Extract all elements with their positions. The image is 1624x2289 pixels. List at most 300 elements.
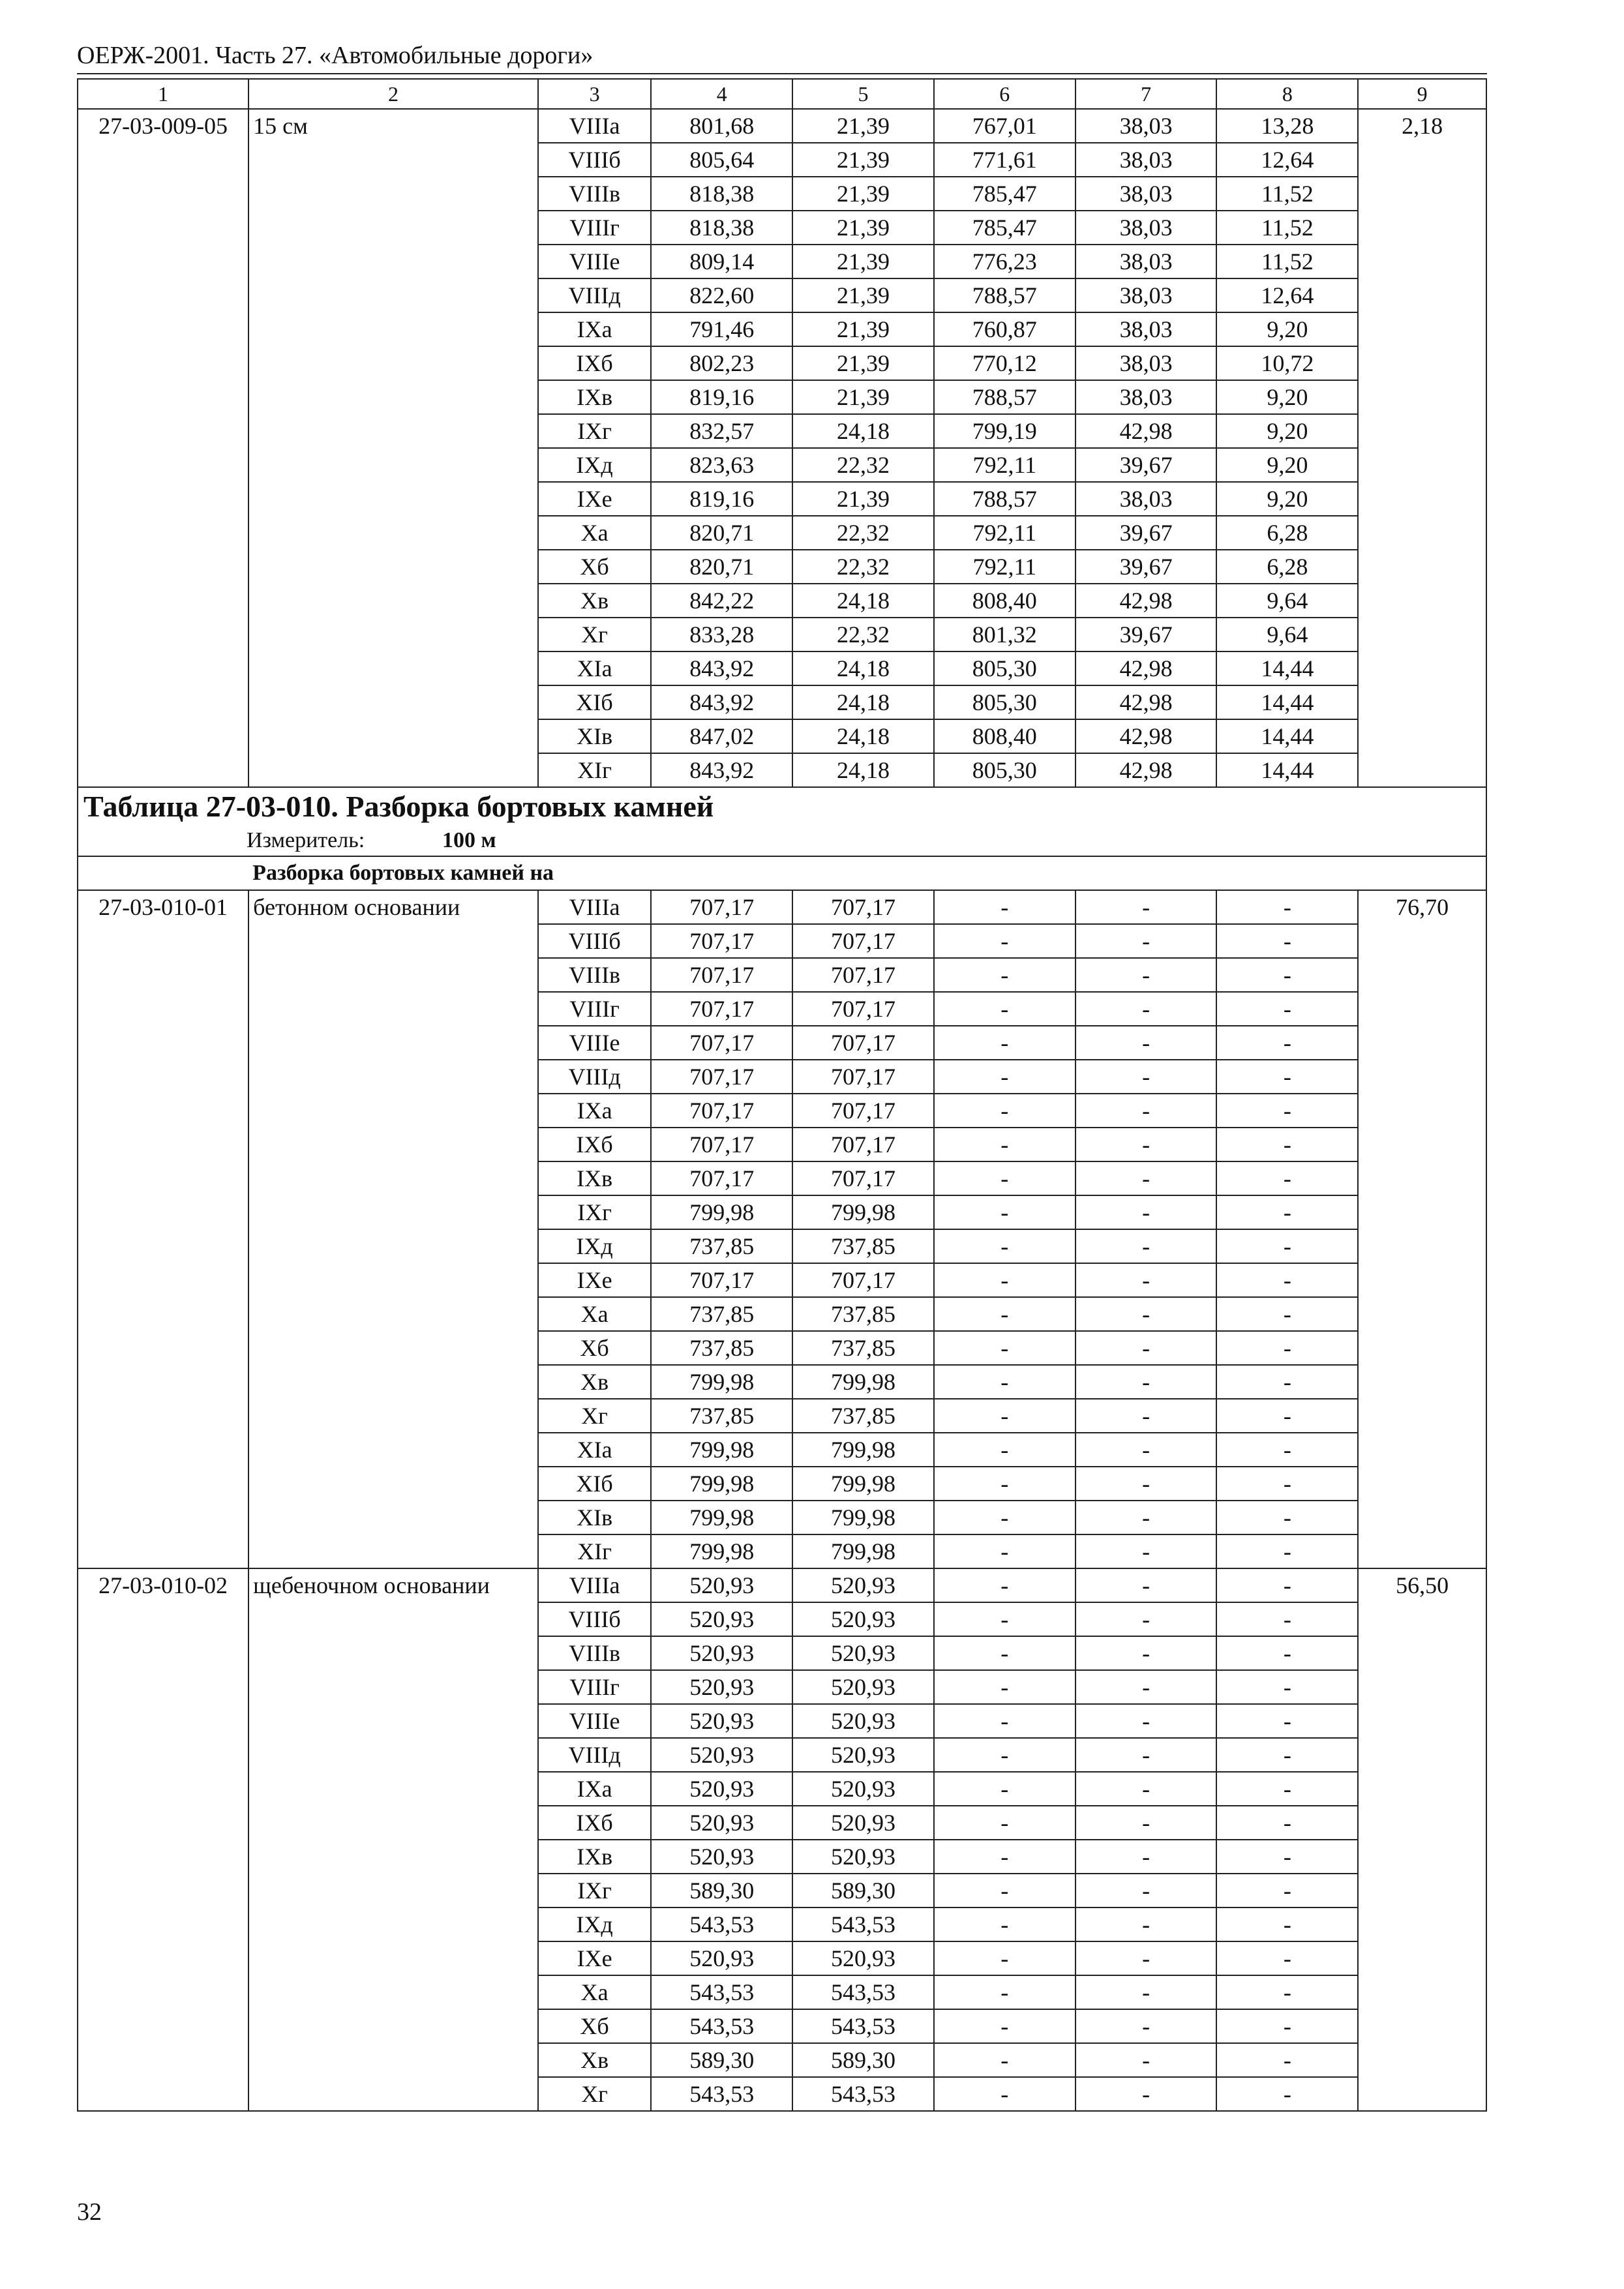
page-header: ОЕРЖ-2001. Часть 27. «Автомобильные дороги»	[77, 42, 594, 69]
value-cell: 520,93	[792, 1738, 934, 1772]
value-cell: -	[934, 958, 1075, 992]
value-cell: 707,17	[651, 1060, 792, 1094]
value-cell: 799,98	[651, 1501, 792, 1534]
column-header: 9	[1358, 79, 1486, 109]
value-cell: -	[934, 1467, 1075, 1501]
value-cell: 520,93	[792, 1636, 934, 1670]
region-cell: Xа	[538, 1297, 651, 1331]
value-cell: 707,17	[651, 890, 792, 924]
value-cell: 38,03	[1075, 109, 1217, 143]
value-cell: 843,92	[651, 651, 792, 685]
value-cell: 788,57	[934, 380, 1075, 414]
value-cell: 520,93	[792, 1704, 934, 1738]
region-cell: VIIIг	[538, 1670, 651, 1704]
region-cell: Xв	[538, 584, 651, 618]
value-cell: 737,85	[651, 1331, 792, 1365]
value-cell: -	[934, 1060, 1075, 1094]
region-cell: VIIIв	[538, 958, 651, 992]
value-cell: -	[1216, 1094, 1358, 1128]
value-cell: -	[934, 1534, 1075, 1568]
value-cell: 21,39	[792, 211, 934, 245]
value-cell: -	[1216, 1229, 1358, 1263]
value-cell: -	[1216, 2009, 1358, 2043]
value-cell: 707,17	[792, 1161, 934, 1195]
value-cell: 42,98	[1075, 414, 1217, 448]
region-cell: Xг	[538, 2077, 651, 2111]
col9-value: 2,18	[1358, 109, 1486, 787]
value-cell: 799,98	[651, 1365, 792, 1399]
column-header: 5	[792, 79, 934, 109]
value-cell: -	[934, 924, 1075, 958]
value-cell: 22,32	[792, 550, 934, 584]
value-cell: -	[1075, 1840, 1217, 1874]
value-cell: 520,93	[792, 1772, 934, 1806]
value-cell: 843,92	[651, 685, 792, 719]
value-cell: 799,98	[792, 1365, 934, 1399]
value-cell: -	[1216, 1602, 1358, 1636]
value-cell: -	[934, 1501, 1075, 1534]
value-cell: 21,39	[792, 380, 934, 414]
region-cell: VIIIг	[538, 992, 651, 1026]
value-cell: 543,53	[651, 2009, 792, 2043]
region-cell: VIIIа	[538, 109, 651, 143]
value-cell: -	[934, 1433, 1075, 1467]
value-cell: 520,93	[651, 1704, 792, 1738]
value-cell: 707,17	[651, 992, 792, 1026]
value-cell: 589,30	[792, 2043, 934, 2077]
rates-table-body	[78, 79, 1486, 2111]
value-cell: 24,18	[792, 414, 934, 448]
subheading-spacer	[78, 856, 248, 890]
value-cell: 22,32	[792, 448, 934, 482]
value-cell: 819,16	[651, 482, 792, 516]
value-cell: -	[1075, 1704, 1217, 1738]
value-cell: -	[1216, 1772, 1358, 1806]
value-cell: -	[934, 1331, 1075, 1365]
value-cell: 520,93	[651, 1941, 792, 1975]
value-cell: 737,85	[792, 1399, 934, 1433]
value-cell: -	[934, 1941, 1075, 1975]
value-cell: -	[1075, 1501, 1217, 1534]
value-cell: 770,12	[934, 346, 1075, 380]
value-cell: 707,17	[651, 1026, 792, 1060]
region-cell: Xб	[538, 2009, 651, 2043]
value-cell: -	[1216, 992, 1358, 1026]
value-cell: 788,57	[934, 278, 1075, 312]
table-row	[78, 109, 1486, 143]
page-number: 32	[77, 2198, 102, 2226]
table-title: Таблица 27-03-010. Разборка бортовых камней	[83, 790, 714, 823]
value-cell: -	[934, 992, 1075, 1026]
value-cell: -	[1075, 1636, 1217, 1670]
value-cell: 805,30	[934, 753, 1075, 787]
value-cell: 589,30	[651, 2043, 792, 2077]
value-cell: 11,52	[1216, 211, 1358, 245]
value-cell: -	[1075, 1229, 1217, 1263]
value-cell: 21,39	[792, 346, 934, 380]
value-cell: 24,18	[792, 753, 934, 787]
value-cell: -	[934, 1636, 1075, 1670]
value-cell: 543,53	[792, 1908, 934, 1941]
subheading-row	[78, 856, 1486, 890]
region-cell: VIIIб	[538, 1602, 651, 1636]
value-cell: -	[1075, 1874, 1217, 1908]
value-cell: 39,67	[1075, 618, 1217, 651]
region-cell: IXа	[538, 1094, 651, 1128]
value-cell: 809,14	[651, 245, 792, 278]
rate-code: 27-03-010-02	[78, 1568, 248, 2111]
subheading: Разборка бортовых камней на	[248, 856, 1486, 890]
value-cell: 38,03	[1075, 143, 1217, 177]
value-cell: 520,93	[792, 1568, 934, 1602]
value-cell: 832,57	[651, 414, 792, 448]
value-cell: -	[1075, 1568, 1217, 1602]
value-cell: 589,30	[651, 1874, 792, 1908]
col9-value: 56,50	[1358, 1568, 1486, 2111]
value-cell: 9,64	[1216, 618, 1358, 651]
header-rule	[77, 73, 1487, 74]
value-cell: -	[1216, 1568, 1358, 1602]
value-cell: 11,52	[1216, 177, 1358, 211]
value-cell: -	[1075, 1195, 1217, 1229]
value-cell: 21,39	[792, 109, 934, 143]
value-cell: 808,40	[934, 584, 1075, 618]
value-cell: -	[934, 890, 1075, 924]
value-cell: 799,98	[792, 1467, 934, 1501]
value-cell: 843,92	[651, 753, 792, 787]
value-cell: 42,98	[1075, 584, 1217, 618]
col9-value: 76,70	[1358, 890, 1486, 1568]
value-cell: 38,03	[1075, 177, 1217, 211]
value-cell: 707,17	[792, 958, 934, 992]
value-cell: -	[1216, 2077, 1358, 2111]
value-cell: -	[1075, 924, 1217, 958]
region-cell: VIIIд	[538, 1738, 651, 1772]
value-cell: -	[1216, 1704, 1358, 1738]
value-cell: 785,47	[934, 177, 1075, 211]
value-cell: 9,20	[1216, 414, 1358, 448]
table-title-row	[78, 787, 1486, 856]
table-row	[78, 1568, 1486, 1602]
value-cell: 22,32	[792, 516, 934, 550]
value-cell: 22,32	[792, 618, 934, 651]
value-cell: -	[1075, 1161, 1217, 1195]
column-header: 6	[934, 79, 1075, 109]
value-cell: -	[1075, 1467, 1217, 1501]
region-cell: IXг	[538, 1874, 651, 1908]
value-cell: 42,98	[1075, 651, 1217, 685]
value-cell: 520,93	[792, 1840, 934, 1874]
value-cell: 737,85	[792, 1331, 934, 1365]
value-cell: 771,61	[934, 143, 1075, 177]
value-cell: 808,40	[934, 719, 1075, 753]
value-cell: -	[1216, 1297, 1358, 1331]
value-cell: 767,01	[934, 109, 1075, 143]
value-cell: 799,98	[792, 1534, 934, 1568]
region-cell: IXе	[538, 1263, 651, 1297]
value-cell: 801,68	[651, 109, 792, 143]
value-cell: -	[1075, 1094, 1217, 1128]
column-header: 1	[78, 79, 248, 109]
work-name: бетонном основании	[248, 890, 538, 1568]
region-cell: IXд	[538, 448, 651, 482]
meter-line	[83, 826, 1481, 856]
value-cell: 21,39	[792, 245, 934, 278]
value-cell: -	[934, 1704, 1075, 1738]
value-cell: 737,85	[651, 1399, 792, 1433]
region-cell: VIIIе	[538, 1704, 651, 1738]
meter-value: 100 м	[442, 828, 496, 852]
value-cell: -	[934, 2043, 1075, 2077]
value-cell: -	[1216, 1467, 1358, 1501]
value-cell: 543,53	[792, 2009, 934, 2043]
value-cell: 707,17	[651, 924, 792, 958]
value-cell: 707,17	[651, 1263, 792, 1297]
value-cell: 9,20	[1216, 482, 1358, 516]
value-cell: 21,39	[792, 482, 934, 516]
work-name: щебеночном основании	[248, 1568, 538, 2111]
value-cell: 707,17	[792, 992, 934, 1026]
value-cell: 14,44	[1216, 685, 1358, 719]
value-cell: -	[1075, 1365, 1217, 1399]
value-cell: -	[1075, 1297, 1217, 1331]
value-cell: 737,85	[792, 1229, 934, 1263]
region-cell: VIIIб	[538, 143, 651, 177]
value-cell: 802,23	[651, 346, 792, 380]
column-header-row	[78, 79, 1486, 109]
value-cell: -	[934, 1195, 1075, 1229]
value-cell: -	[1075, 1128, 1217, 1161]
region-cell: VIIIа	[538, 890, 651, 924]
value-cell: -	[1075, 1331, 1217, 1365]
value-cell: 833,28	[651, 618, 792, 651]
region-cell: Xб	[538, 550, 651, 584]
value-cell: 13,28	[1216, 109, 1358, 143]
value-cell: 42,98	[1075, 753, 1217, 787]
value-cell: 543,53	[651, 2077, 792, 2111]
region-cell: XIа	[538, 1433, 651, 1467]
value-cell: 737,85	[651, 1229, 792, 1263]
value-cell: -	[934, 1365, 1075, 1399]
value-cell: 39,67	[1075, 550, 1217, 584]
region-cell: VIIIа	[538, 1568, 651, 1602]
value-cell: 820,71	[651, 516, 792, 550]
value-cell: 520,93	[651, 1840, 792, 1874]
value-cell: -	[934, 1806, 1075, 1840]
value-cell: -	[934, 2009, 1075, 2043]
work-name: 15 см	[248, 109, 538, 787]
value-cell: 24,18	[792, 719, 934, 753]
column-header: 8	[1216, 79, 1358, 109]
value-cell: 24,18	[792, 584, 934, 618]
value-cell: 799,98	[651, 1534, 792, 1568]
value-cell: 38,03	[1075, 211, 1217, 245]
value-cell: -	[1216, 1908, 1358, 1941]
value-cell: 776,23	[934, 245, 1075, 278]
value-cell: 21,39	[792, 143, 934, 177]
column-header: 2	[248, 79, 538, 109]
value-cell: 38,03	[1075, 482, 1217, 516]
value-cell: -	[1075, 1433, 1217, 1467]
value-cell: 520,93	[651, 1772, 792, 1806]
value-cell: 707,17	[792, 1094, 934, 1128]
value-cell: -	[1075, 1534, 1217, 1568]
value-cell: 520,93	[651, 1568, 792, 1602]
region-cell: Xб	[538, 1331, 651, 1365]
region-cell: IXе	[538, 1941, 651, 1975]
value-cell: 24,18	[792, 651, 934, 685]
value-cell: -	[1216, 1128, 1358, 1161]
value-cell: 42,98	[1075, 719, 1217, 753]
value-cell: -	[1075, 1060, 1217, 1094]
value-cell: 707,17	[651, 1161, 792, 1195]
region-cell: Xг	[538, 618, 651, 651]
value-cell: 799,98	[651, 1195, 792, 1229]
value-cell: 707,17	[792, 1026, 934, 1060]
rate-code: 27-03-010-01	[78, 890, 248, 1568]
value-cell: -	[1075, 1738, 1217, 1772]
value-cell: -	[1075, 958, 1217, 992]
value-cell: 799,98	[792, 1501, 934, 1534]
value-cell: 38,03	[1075, 346, 1217, 380]
region-cell: IXв	[538, 1161, 651, 1195]
region-cell: XIв	[538, 719, 651, 753]
value-cell: -	[1216, 958, 1358, 992]
value-cell: 707,17	[651, 1094, 792, 1128]
value-cell: -	[934, 1908, 1075, 1941]
meter-label: Измеритель:	[247, 828, 365, 852]
value-cell: 9,20	[1216, 380, 1358, 414]
value-cell: -	[1216, 890, 1358, 924]
value-cell: 24,18	[792, 685, 934, 719]
value-cell: 805,64	[651, 143, 792, 177]
value-cell: 792,11	[934, 516, 1075, 550]
region-cell: Xа	[538, 1975, 651, 2009]
value-cell: 799,98	[651, 1433, 792, 1467]
value-cell: -	[934, 1026, 1075, 1060]
value-cell: -	[1216, 1501, 1358, 1534]
value-cell: -	[1075, 1263, 1217, 1297]
value-cell: -	[1216, 1806, 1358, 1840]
value-cell: 38,03	[1075, 245, 1217, 278]
value-cell: -	[934, 1094, 1075, 1128]
value-cell: 818,38	[651, 177, 792, 211]
value-cell: 38,03	[1075, 312, 1217, 346]
value-cell: -	[1216, 1670, 1358, 1704]
value-cell: 39,67	[1075, 448, 1217, 482]
region-cell: VIIIд	[538, 1060, 651, 1094]
value-cell: -	[1216, 1433, 1358, 1467]
value-cell: -	[934, 1229, 1075, 1263]
value-cell: 9,20	[1216, 312, 1358, 346]
value-cell: 799,98	[792, 1433, 934, 1467]
value-cell: 799,98	[651, 1467, 792, 1501]
value-cell: 805,30	[934, 651, 1075, 685]
region-cell: XIг	[538, 753, 651, 787]
value-cell: -	[1075, 1399, 1217, 1433]
value-cell: 707,17	[651, 1128, 792, 1161]
value-cell: 14,44	[1216, 719, 1358, 753]
value-cell: -	[1075, 1975, 1217, 2009]
column-header: 3	[538, 79, 651, 109]
value-cell: 707,17	[792, 924, 934, 958]
value-cell: 822,60	[651, 278, 792, 312]
column-header: 7	[1075, 79, 1217, 109]
value-cell: 38,03	[1075, 380, 1217, 414]
region-cell: XIб	[538, 1467, 651, 1501]
value-cell: -	[934, 1297, 1075, 1331]
value-cell: 520,93	[651, 1806, 792, 1840]
value-cell: 543,53	[651, 1975, 792, 2009]
value-cell: 847,02	[651, 719, 792, 753]
value-cell: -	[1216, 1874, 1358, 1908]
value-cell: -	[934, 1772, 1075, 1806]
value-cell: 785,47	[934, 211, 1075, 245]
value-cell: 818,38	[651, 211, 792, 245]
value-cell: 760,87	[934, 312, 1075, 346]
value-cell: 792,11	[934, 550, 1075, 584]
value-cell: 12,64	[1216, 278, 1358, 312]
value-cell: -	[1216, 1263, 1358, 1297]
value-cell: 737,85	[651, 1297, 792, 1331]
value-cell: -	[1216, 1941, 1358, 1975]
region-cell: Xв	[538, 1365, 651, 1399]
region-cell: IXа	[538, 312, 651, 346]
region-cell: IXв	[538, 380, 651, 414]
value-cell: -	[1075, 2009, 1217, 2043]
region-cell: XIг	[538, 1534, 651, 1568]
value-cell: 820,71	[651, 550, 792, 584]
value-cell: -	[1075, 992, 1217, 1026]
value-cell: -	[1075, 1026, 1217, 1060]
region-cell: VIIIб	[538, 924, 651, 958]
value-cell: 707,17	[792, 1128, 934, 1161]
value-cell: -	[1216, 1365, 1358, 1399]
region-cell: VIIIг	[538, 211, 651, 245]
column-header: 4	[651, 79, 792, 109]
region-cell: XIа	[538, 651, 651, 685]
value-cell: 6,28	[1216, 550, 1358, 584]
value-cell: -	[934, 1975, 1075, 2009]
value-cell: -	[934, 1568, 1075, 1602]
value-cell: 799,19	[934, 414, 1075, 448]
value-cell: -	[1075, 2077, 1217, 2111]
value-cell: 791,46	[651, 312, 792, 346]
value-cell: -	[934, 1840, 1075, 1874]
value-cell: 543,53	[792, 2077, 934, 2111]
region-cell: Xа	[538, 516, 651, 550]
region-cell: IXб	[538, 1128, 651, 1161]
value-cell: 21,39	[792, 177, 934, 211]
value-cell: -	[1075, 1941, 1217, 1975]
value-cell: 14,44	[1216, 651, 1358, 685]
value-cell: 520,93	[792, 1806, 934, 1840]
value-cell: 520,93	[792, 1941, 934, 1975]
value-cell: 737,85	[792, 1297, 934, 1331]
value-cell: -	[1216, 924, 1358, 958]
value-cell: -	[1216, 1975, 1358, 2009]
value-cell: 543,53	[792, 1975, 934, 2009]
value-cell: 792,11	[934, 448, 1075, 482]
region-cell: VIIIе	[538, 1026, 651, 1060]
value-cell: 14,44	[1216, 753, 1358, 787]
value-cell: -	[1216, 2043, 1358, 2077]
value-cell: 520,93	[651, 1670, 792, 1704]
value-cell: -	[1075, 1806, 1217, 1840]
value-cell: 707,17	[792, 1263, 934, 1297]
region-cell: IXд	[538, 1229, 651, 1263]
region-cell: VIIIе	[538, 245, 651, 278]
